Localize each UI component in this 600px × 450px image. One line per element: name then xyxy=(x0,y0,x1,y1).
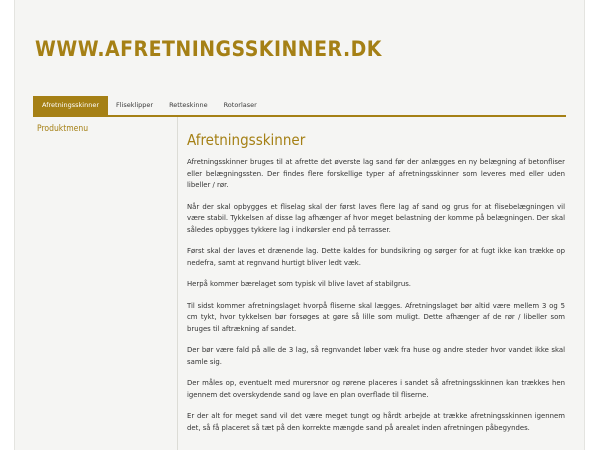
nav-underline xyxy=(33,115,566,117)
content-paragraph: Herpå kommer bærelaget som typisk vil blive lavet af stabilgrus. xyxy=(187,280,412,288)
site-title[interactable]: WWW.AFRETNINGSSKINNER.DK xyxy=(35,37,382,61)
nav-item-afretningsskinner[interactable]: Afretningsskinner xyxy=(33,96,108,115)
sidebar xyxy=(33,123,175,135)
content-paragraph: Der måles op, eventuelt med murersnor og rørene placeres i sandet så afretningsskinnen kan trækkes hen igennem det overskydende sand og lave en plan overflade til fliserne. xyxy=(187,379,565,399)
content-paragraph: Når der skal opbygges et fliselag skal der først laves flere lag af sand og grus for at flisebelægningen vil være stabil. Tykkelsen af disse lag afhænger af hvor meget belastning der komme på belægningen. Der skal således opbygges tykkere lag i indkørsler end på terrasser. xyxy=(187,202,565,234)
main-content xyxy=(187,131,565,444)
nav-item-retteskinne[interactable]: Retteskinne xyxy=(169,101,208,109)
sidebar-title: Produktmenu xyxy=(37,124,89,134)
content-paragraph: Først skal der laves et drænende lag. Dette kaldes for bundsikring og sørger for at fugt ikke kan trække op nedefra, samt at regnvand hurtigt bliver ledt væk. xyxy=(187,247,565,267)
nav-item-fliseklipper[interactable]: Fliseklipper xyxy=(116,101,154,109)
content-paragraph: Er der alt for meget sand vil det være meget tungt og hårdt arbejde at trække afretningsskinnen igennem det, så få placeret så tæt på den korrekte mængde sand på arealet inden afretningen påbegyndes. xyxy=(187,412,565,432)
content-paragraph: Der bør være fald på alle de 3 lag, så regnvandet løber væk fra huse og andre steder hvor vandet ikke skal samle sig. xyxy=(187,346,565,366)
page-container xyxy=(14,0,585,450)
content-title: Afretningsskinner xyxy=(187,131,306,149)
main-nav xyxy=(33,96,265,115)
column-divider xyxy=(177,117,178,450)
content-paragraph: Afretningsskinner bruges til at afrette det øverste lag sand før der anlægges en ny belægning af betonfliser eller belægningssten. Der findes flere forskellige typer af afretningsskinner som leveres med eller uden libeller / rør. xyxy=(187,158,565,189)
content-paragraph: Til sidst kommer afretningslaget hvorpå fliserne skal lægges. Afretningslaget bør altid være mellem 3 og 5 cm tykt, hvor tykkelsen bør forsøges at gøre så lille som muligt. Dette afhænger af de rør / libeller som bruges til aftrækning af sandet. xyxy=(187,301,565,333)
nav-item-rotorlaser[interactable]: Rotorlaser xyxy=(223,101,257,109)
